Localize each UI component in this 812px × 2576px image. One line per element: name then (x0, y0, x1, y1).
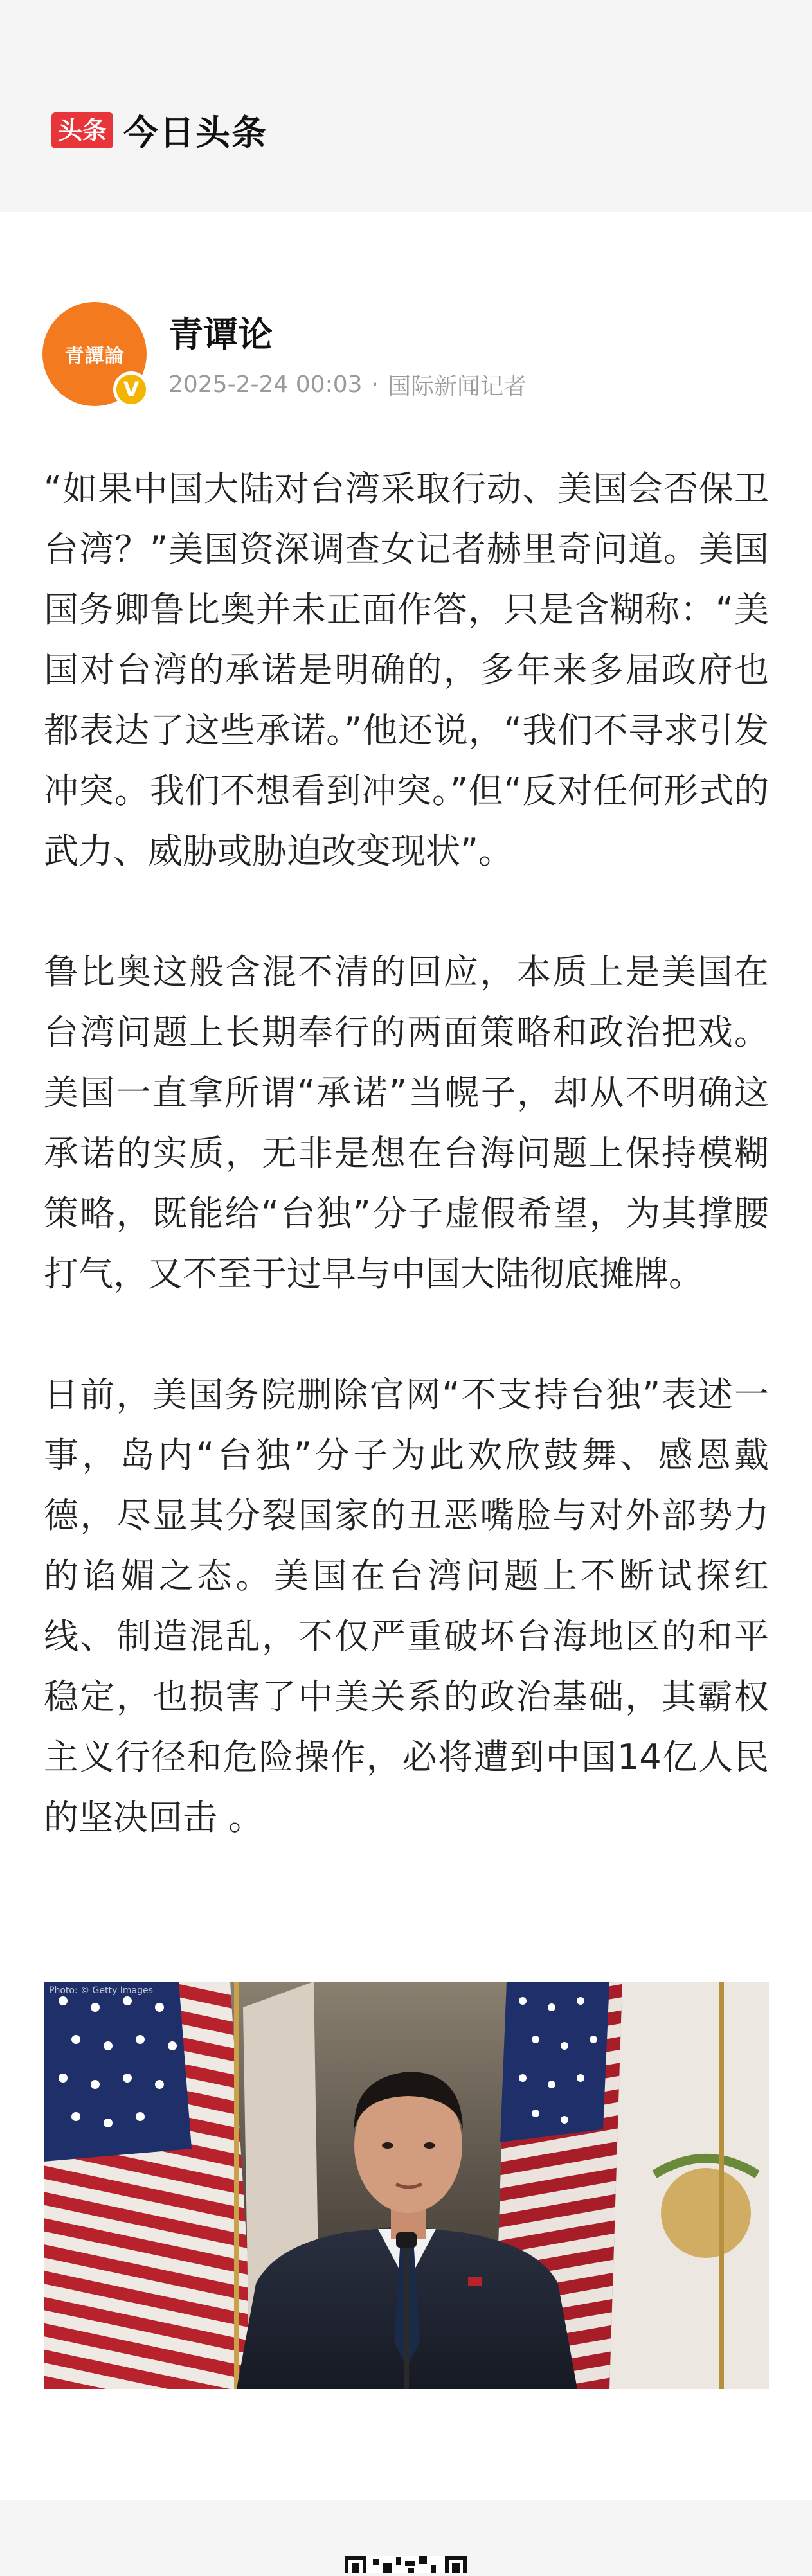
app-logo[interactable] (51, 105, 267, 155)
article-photo[interactable] (44, 1982, 769, 2389)
app-name: 今日头条 (123, 112, 268, 153)
photo-illustration (44, 1982, 769, 2389)
avatar-text: 青譚論 (64, 345, 125, 368)
author-name[interactable]: 青谭论 (168, 314, 273, 355)
photo-watermark: Photo: © Getty Images (49, 1985, 153, 1996)
avatar[interactable] (42, 302, 147, 406)
author-title: 国际新闻记者 (387, 373, 527, 400)
verified-icon: V (113, 371, 149, 407)
publish-date: 2025-2-24 00:03 (168, 371, 363, 398)
toutiao-logo-badge: 头条 (51, 112, 113, 148)
article-paragraph: 鲁比奥这般含混不清的回应，本质上是美国在台湾问题上长期奉行的两面策略和政治把戏。美国一直拿所谓“承诺”当幌子，却从不明确这承诺的实质，无非是想在台海问题上保持模糊策略，既能给“台独”分子虚假希望，为其撑腰打气，又不至于过早与中国大陆彻底摊牌。 (44, 952, 769, 1294)
app-header (0, 0, 812, 212)
author-info (168, 307, 527, 401)
article-paragraph: 日前，美国务院删除官网“不支持台独”表述一事，岛内“台独”分子为此欢欣鼓舞、感恩戴德，尽显其分裂国家的丑恶嘴脸与对外部势力的谄媚之态。美国在台湾问题上不断试探红线、制造混乱，不仅严重破坏台海地区的和平稳定，也损害了中美关系的政治基础，其霸权主义行径和危险操作，必将遭到中国14亿人民的坚决回击 。 (44, 1374, 769, 1838)
article-paragraph: “如果中国大陆对台湾采取行动、美国会否保卫台湾？”美国资深调查女记者赫里奇问道。美国国务卿鲁比奥并未正面作答，只是含糊称：“美国对台湾的承诺是明确的，多年来多届政府也都表达了这些承诺。”他还说，“我们不寻求引发冲突。我们不想看到冲突。”但“反对任何形式的武力、威胁或胁迫改变现状”。 (44, 468, 769, 871)
author-block[interactable] (42, 302, 527, 406)
article-body (44, 459, 769, 1908)
meta-separator: · (371, 371, 379, 398)
qr-code-graphic (345, 2556, 467, 2573)
qr-code-icon[interactable] (345, 2556, 467, 2573)
author-meta (168, 368, 527, 401)
